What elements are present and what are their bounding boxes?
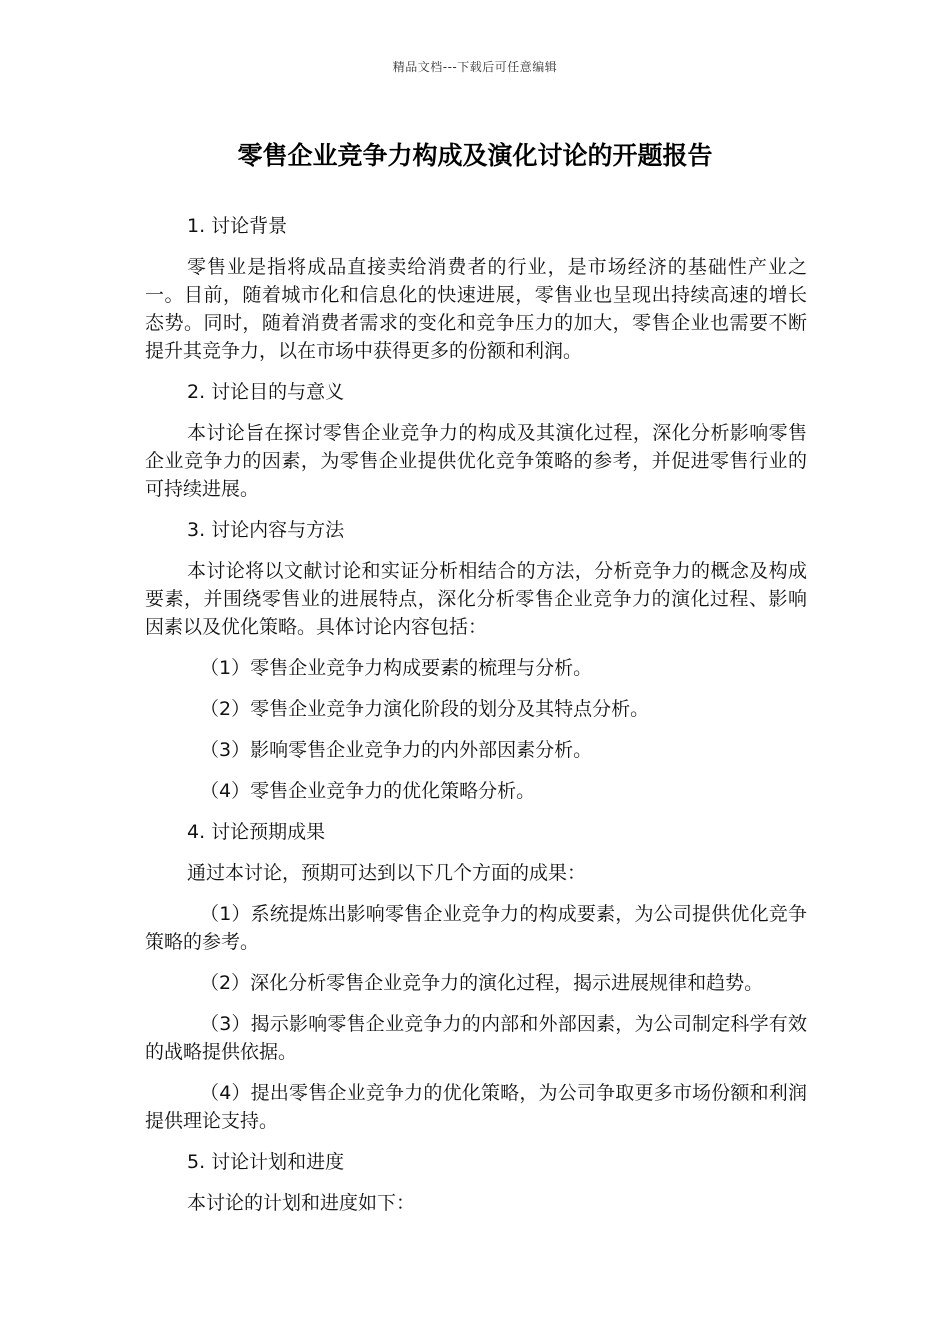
paragraph-content-method: 本讨论将以文献讨论和实证分析相结合的方法，分析竞争力的概念及构成要素，并围绕零售业的进展特点，深化分析零售企业竞争力的演化过程、影响因素以及优化策略。具体讨论内容包括： (145, 560, 807, 638)
list-item: （4）提出零售企业竞争力的优化策略，为公司争取更多市场份额和利润提供理论支持。 (145, 1082, 807, 1132)
paragraph-purpose: 本讨论旨在探讨零售企业竞争力的构成及其演化过程，深化分析影响零售企业竞争力的因素，为零售企业提供优化竞争策略的参考，并促进零售行业的可持续进展。 (145, 422, 807, 500)
document-title: 零售企业竞争力构成及演化讨论的开题报告 (237, 141, 713, 170)
list-item: （3）影响零售企业竞争力的内外部因素分析。 (200, 739, 593, 761)
document-body (145, 212, 807, 1230)
list-item: （2）零售企业竞争力演化阶段的划分及其特点分析。 (200, 698, 650, 720)
header-note: 精品文档---下载后可任意编辑 (392, 60, 558, 74)
section-heading-plan: 5. 讨论计划和进度 (187, 1151, 345, 1173)
section-heading-background: 1. 讨论背景 (187, 215, 288, 237)
list-item: （3）揭示影响零售企业竞争力的内部和外部因素，为公司制定科学有效的战略提供依据。 (145, 1013, 807, 1063)
list-item: （1）系统提炼出影响零售企业竞争力的构成要素，为公司提供优化竞争策略的参考。 (145, 903, 807, 953)
paragraph-expected-results: 通过本讨论，预期可达到以下几个方面的成果： (187, 862, 587, 884)
paragraph-background: 零售业是指将成品直接卖给消费者的行业，是市场经济的基础性产业之一。目前，随着城市化和信息化的快速进展，零售业也呈现出持续高速的增长态势。同时，随着消费者需求的变化和竞争压力的加大，零售企业也需要不断提升其竞争力，以在市场中获得更多的份额和利润。 (145, 256, 807, 362)
list-item: （2）深化分析零售企业竞争力的演化过程，揭示进展规律和趋势。 (200, 972, 764, 994)
list-item: （4）零售企业竞争力的优化策略分析。 (200, 780, 536, 802)
paragraph-plan: 本讨论的计划和进度如下： (187, 1192, 416, 1214)
section-heading-expected-results: 4. 讨论预期成果 (187, 821, 326, 843)
section-heading-purpose: 2. 讨论目的与意义 (187, 381, 345, 403)
list-item: （1）零售企业竞争力构成要素的梳理与分析。 (200, 657, 593, 679)
section-heading-content-method: 3. 讨论内容与方法 (187, 519, 345, 541)
